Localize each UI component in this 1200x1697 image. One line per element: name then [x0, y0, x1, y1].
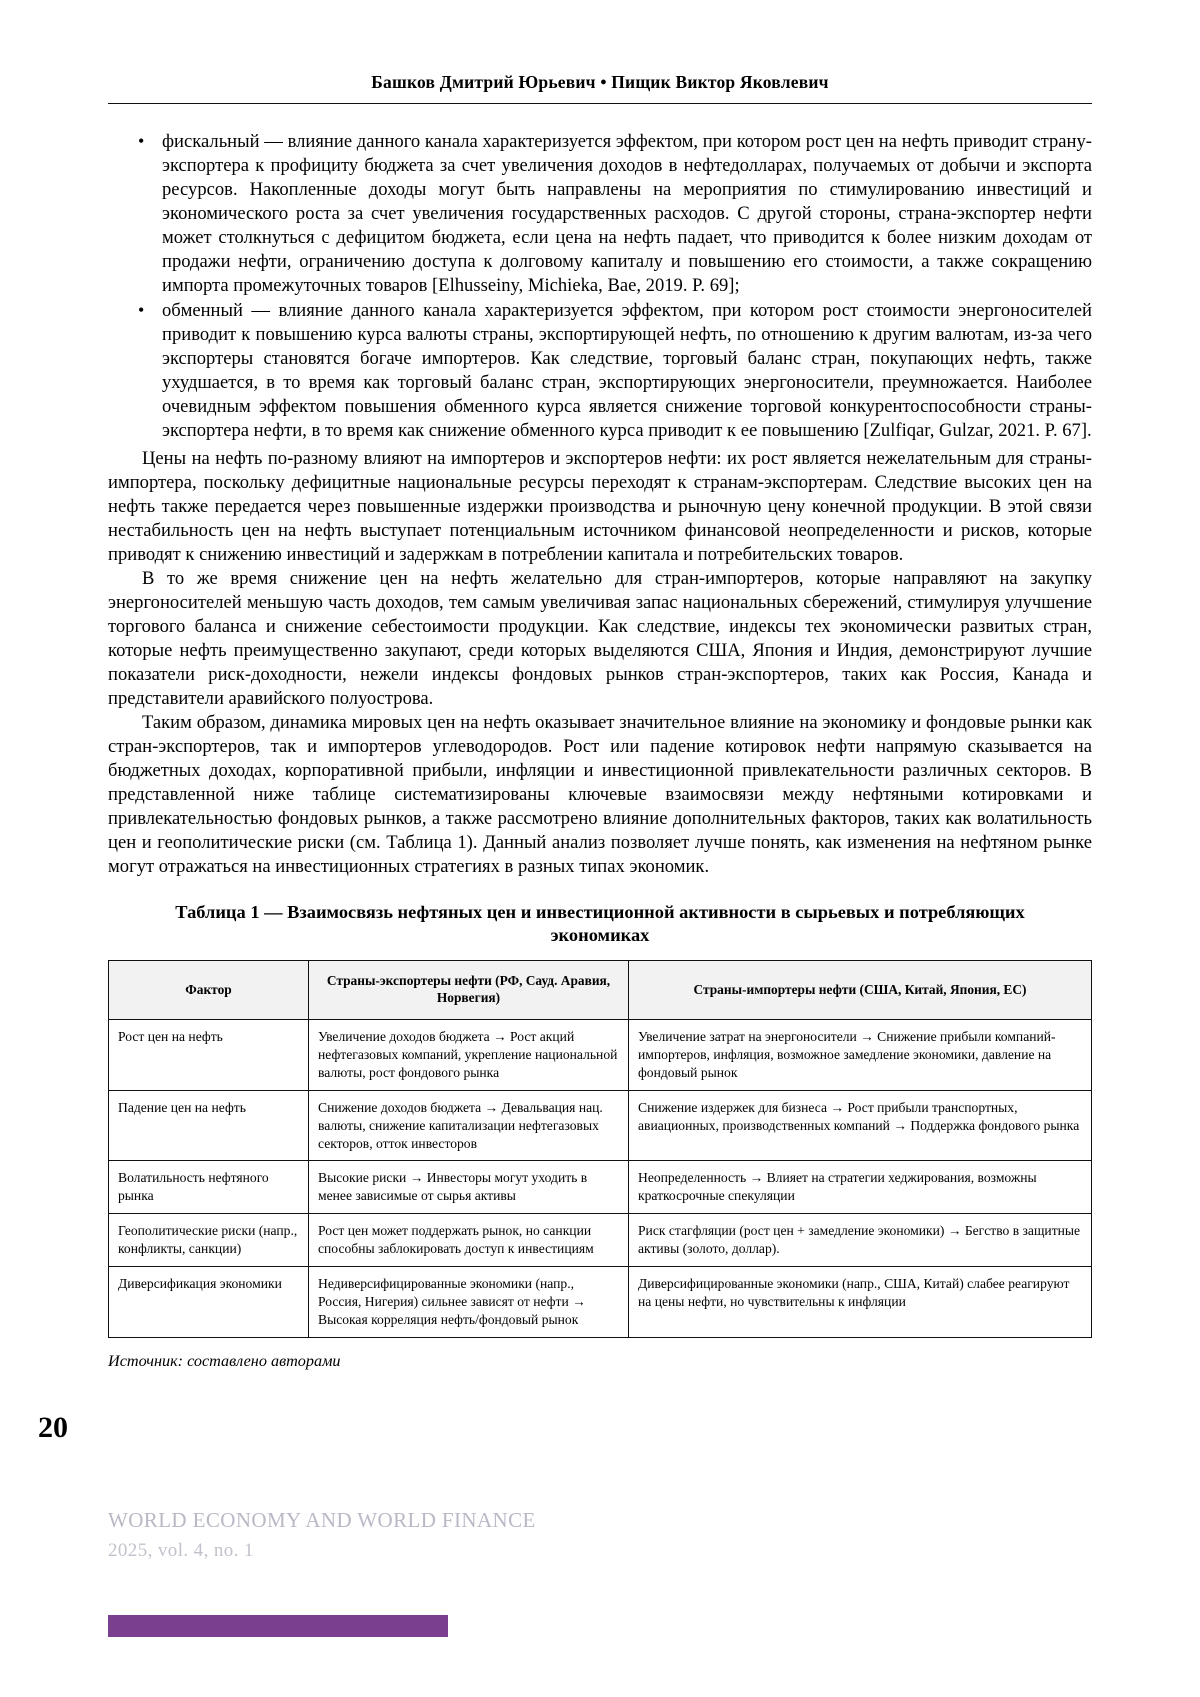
cell-exporters: Высокие риски → Инвесторы могут уходить в менее зависимые от сырья активы [309, 1161, 629, 1214]
cell-importers: Неопределенность → Влияет на стратегии хеджирования, возможны краткосрочные спекуляции [629, 1161, 1092, 1214]
cell-exporters: Рост цен может поддержать рынок, но санкции способны заблокировать доступ к инвестициям [309, 1214, 629, 1267]
journal-issue: 2025, vol. 4, no. 1 [108, 1539, 254, 1561]
journal-title: WORLD ECONOMY AND WORLD FINANCE [108, 1508, 536, 1532]
cell-importers: Увеличение затрат на энергоносители → Снижение прибыли компаний-импортеров, инфляция, возможное замедление экономики, давление на фондовый рынок [629, 1019, 1092, 1090]
footer-accent-bar [108, 1615, 448, 1637]
running-head: Башков Дмитрий Юрьевич • Пищик Виктор Яковлевич [371, 72, 829, 92]
cell-exporters: Снижение доходов бюджета → Девальвация нац. валюты, снижение капитализации нефтегазовых секторов, отток инвесторов [309, 1090, 629, 1161]
cell-exporters: Недиверсифицированные экономики (напр., Россия, Нигерия) сильнее зависят от нефти → Высокая корреляция нефть/фондовый рынок [309, 1267, 629, 1338]
table-header-row [109, 961, 1092, 1020]
page-number: 20 [38, 1411, 68, 1444]
table-row [109, 1090, 1092, 1161]
cell-factor: Падение цен на нефть [109, 1090, 309, 1161]
table-row [109, 1019, 1092, 1090]
paragraph: В то же время снижение цен на нефть желательно для стран-импортеров, которые направляют на закупку энергоносителей меньшую часть доходов, тем самым увеличивая запас национальных сбережений, стимулируя улучшение торгового баланса и снижение себестоимости продукции. Как следствие, индексы тех экономически развитых стран, которые нефть преимущественно закупают, среди которых выделяются США, Япония и Индия, демонстрируют лучшие показатели риск-доходности, нежели индексы фондовых рынков стран-экспортеров, таких как Россия, Канада и представители аравийского полуострова. [108, 567, 1092, 709]
paragraph: Цены на нефть по-разному влияют на импортеров и экспортеров нефти: их рост является нежелательным для страны-импортера, поскольку дефицитные национальные ресурсы переходят к странам-экспортерам. Следствие высоких цен на нефть также передается через повышенные издержки производства и рыночную цену конечной продукции. В этой связи нестабильность цен на нефть выступает потенциальным источником финансовой неопределенности и рисков, которые приводят к снижению инвестиций и задержкам в потреблении капитала и потребительских товаров. [108, 447, 1092, 565]
list-item: • обменный — влияние данного канала характеризуется эффектом, при котором рост стоимости энергоносителей приводит к повышению курса валюты страны, экспортирующей нефть, по отношению к другим валютам, из-за чего экспортеры становятся богаче импортеров. Как следствие, торговый баланс стран, покупающих нефть, также ухудшается, в то время как торговый баланс стран, экспортирующих энергоносители, преумножается. Наиболее очевидным эффектом повышения обменного курса является снижение торговой конкурентоспособности страны-экспортера нефти, в то время как снижение обменного курса приводит к ее повышению [Zulfiqar, Gulzar, 2021. P. 67]. [162, 299, 1092, 443]
paragraph: Таким образом, динамика мировых цен на нефть оказывает значительное влияние на экономику и фондовые рынки как стран-экспортеров, так и импортеров углеводородов. Рост или падение котировок нефти напрямую сказывается на бюджетных доходах, корпоративной прибыли, инфляции и инвестиционной привлекательности различных секторов. В представленной ниже таблице систематизированы ключевые взаимосвязи между нефтяными котировками и привлекательностью фондовых рынков, а также рассмотрено влияние дополнительных факторов, таких как волатильность цен и геополитические риски (см. Таблица 1). Данный анализ позволяет лучше понять, как изменения на нефтяном рынке могут отражаться на инвестиционных стратегиях в разных типах экономик. [108, 711, 1092, 877]
column-header-exporters: Страны-экспортеры нефти (РФ, Сауд. Аравия, Норвегия) [309, 961, 629, 1020]
table-source: Источник: составлено авторами [108, 1352, 341, 1371]
bullet-list [108, 130, 1092, 443]
journal-footer [108, 1505, 536, 1565]
data-table [108, 960, 1092, 1338]
table-row [109, 1161, 1092, 1214]
cell-factor: Геополитические риски (напр., конфликты, санкции) [109, 1214, 309, 1267]
cell-factor: Волатильность нефтяного рынка [109, 1161, 309, 1214]
cell-importers: Риск стагфляции (рост цен + замедление экономики) → Бегство в защитные активы (золото, доллар). [629, 1214, 1092, 1267]
cell-factor: Диверсификация экономики [109, 1267, 309, 1338]
column-header-importers: Страны-импортеры нефти (США, Китай, Япония, ЕС) [629, 961, 1092, 1020]
cell-exporters: Увеличение доходов бюджета → Рост акций нефтегазовых компаний, укрепление национальной валюты, рост фондового рынка [309, 1019, 629, 1090]
table-row [109, 1214, 1092, 1267]
cell-factor: Рост цен на нефть [109, 1019, 309, 1090]
table-caption: Таблица 1 — Взаимосвязь нефтяных цен и инвестиционной активности в сырьевых и потребляющих экономиках [175, 901, 1025, 946]
list-item: • фискальный — влияние данного канала характеризуется эффектом, при котором рост цен на нефть приводит страну-экспортера к профициту бюджета за счет увеличения доходов в нефтедолларах, получаемых от добычи и экспорта ресурсов. Накопленные доходы могут быть направлены на мероприятия по стимулированию инвестиций и экономического роста за счет увеличения государственных расходов. С другой стороны, страна-экспортер нефти может столкнуться с дефицитом бюджета, если цена на нефть падает, что приводится к более низким доходам от продажи нефти, ограничению доступа к долговому капиталу и повышению его стоимости, а также сокращению импорта промежуточных товаров [Elhusseiny, Michieka, Bae, 2019. P. 69]; [162, 130, 1092, 298]
cell-importers: Снижение издержек для бизнеса → Рост прибыли транспортных, авиационных, производственных компаний → Поддержка фондового рынка [629, 1090, 1092, 1161]
column-header-factor: Фактор [109, 961, 309, 1020]
table-row [109, 1267, 1092, 1338]
header-rule [108, 103, 1092, 104]
cell-importers: Диверсифицированные экономики (напр., США, Китай) слабее реагируют на цены нефти, но чувствительны к инфляции [629, 1267, 1092, 1338]
